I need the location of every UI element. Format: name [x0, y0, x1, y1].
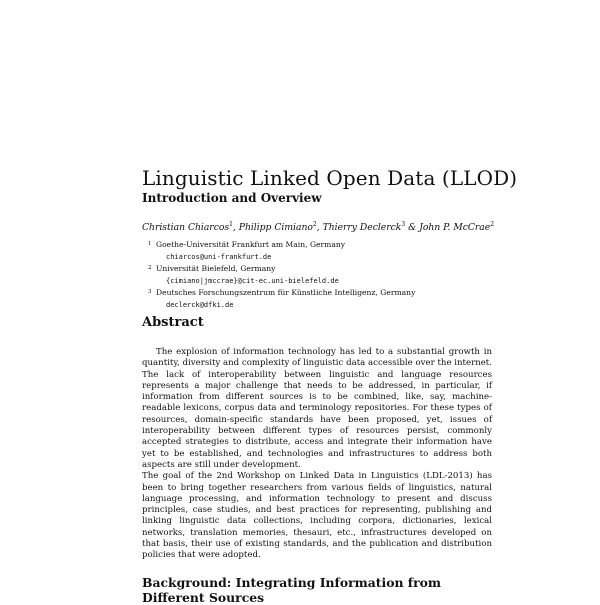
paper-title: Linguistic Linked Open Data (LLOD)	[142, 166, 518, 190]
author-separator: &	[405, 222, 420, 233]
section-heading: Background: Integrating Information from Different Sources	[142, 575, 442, 605]
paper-subtitle: Introduction and Overview	[142, 191, 322, 205]
affiliation-name: Universität Bielefeld, Germany	[156, 264, 276, 273]
abstract-heading: Abstract	[142, 315, 204, 330]
author-affil-num: 1	[229, 220, 233, 228]
abstract-paragraph: The goal of the 2nd Workshop on Linked Data in Linguistics (LDL-2013) has been to bring together researchers from various fields of linguistics, natural language processing, and information technology to present and discuss principles, case studies, and best practices for representing, publishing and linking linguistic data collections, including corpora, dictionaries, lexical networks, translation memories, thesauri, etc., infrastructures developed on that basis, their use of existing standards, and the publication and distribution policies that were adopted.	[142, 471, 492, 561]
affiliation-number: 2	[148, 265, 152, 271]
affiliation-email: declerck@dfki.de	[166, 301, 234, 309]
affiliation-item	[148, 263, 415, 287]
author-name: John P. McCrae	[419, 222, 491, 233]
author-list	[142, 222, 494, 233]
affiliation-email: chiarcos@uni-frankfurt.de	[166, 253, 272, 261]
affiliation-list	[148, 239, 415, 311]
author-name: Christian Chiarcos	[142, 222, 230, 233]
affiliation-number: 1	[148, 241, 152, 247]
affiliation-number: 3	[148, 289, 152, 295]
affiliation-item	[148, 239, 415, 263]
affiliation-item	[148, 287, 415, 311]
affiliation-name: Deutsches Forschungszentrum für Künstliche Intelligenz, Germany	[156, 288, 416, 297]
affiliation-email: {cimiano|jmccrae}@cit-ec.uni-bielefeld.de	[166, 277, 339, 285]
author-affil-num: 2	[312, 220, 317, 228]
abstract-paragraph: The explosion of information technology has led to a substantial growth in quantity, diversity and complexity of linguistic data accessible over the internet. The lack of interoperability between linguistic and language resources represents a major challenge that needs to be addressed, in particular, if information from different sources is to be combined, like, say, machine-readable lexicons, corpus data and terminology repositories. For these types of resources, domain-specific standards have been proposed, yet, issues of interoperability between different types of resources persist, commonly accepted strategies to distribute, access and integrate their information have yet to be established, and technologies and infrastructures to address both aspects are still under development.	[142, 347, 492, 470]
author-name: Thierry Declerck	[322, 222, 402, 233]
author-affil-num: 2	[490, 220, 495, 228]
author-affil-num: 3	[401, 220, 406, 228]
author-name: Philipp Cimiano	[238, 222, 313, 233]
author-separator: ,	[316, 222, 323, 233]
abstract-body	[142, 347, 492, 562]
affiliation-name: Goethe-Universität Frankfurt am Main, Germany	[156, 240, 346, 249]
author-separator: ,	[232, 222, 239, 233]
